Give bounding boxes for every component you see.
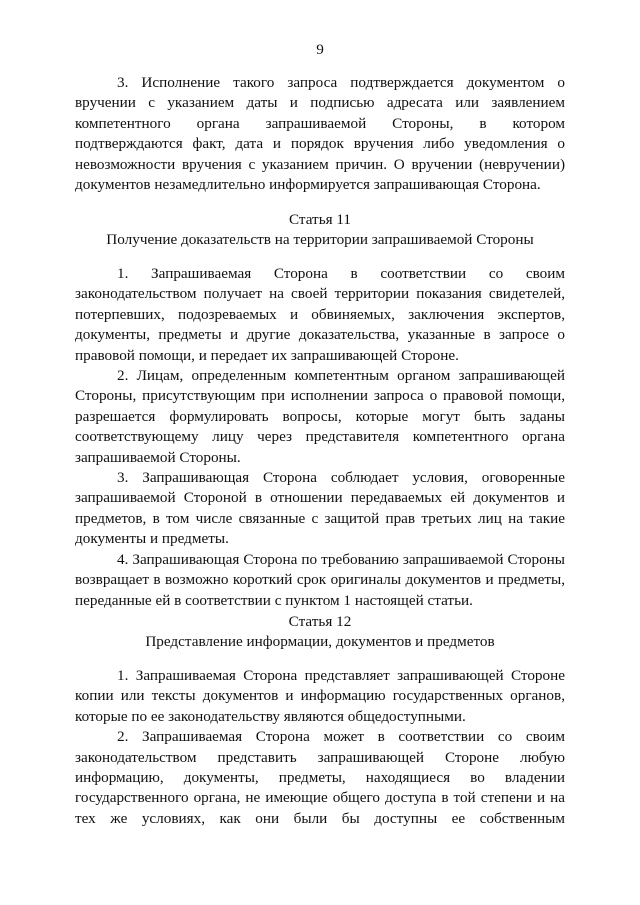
- intro-paragraph-3: 3. Исполнение такого запроса подтверждается документом о вручении с указанием даты и подписью адресата или заявлением компетентного органа запрашиваемой Стороны, в котором подтверждаются факт, дата и порядок вручения либо уведомления о невозможности вручения с указанием причин. О вручении (невручении) документов незамедлительно информируется запрашивающая Сторона.: [75, 74, 565, 194]
- article-11-title: Получение доказательств на территории запрашиваемой Стороны: [106, 231, 534, 249]
- article-12-body: [75, 666, 565, 829]
- article-11-paragraph-4: 4. Запрашивающая Сторона по требованию запрашиваемой Стороны возвращает в возможно короткий срок оригиналы документов и предметы, переданные ей в соответствии с пунктом 1 настоящей статьи.: [75, 550, 565, 609]
- article-11-body: [75, 264, 565, 611]
- page-number: 9: [316, 41, 324, 58]
- article-12-number: Статья 12: [288, 613, 352, 630]
- article-11-paragraph-3: 3. Запрашивающая Сторона соблюдает условия, оговоренные запрашиваемой Стороной в отношении передаваемых ей документов и предметов, в том числе связанные с защитой прав третьих лиц на такие документы и предметы.: [75, 469, 565, 548]
- article-12-heading: [75, 612, 565, 653]
- article-11-heading: [75, 210, 565, 251]
- article-12-paragraph-1: 1. Запрашиваемая Сторона представляет запрашивающей Стороне копии или тексты документов и информацию государственных органов, которые по ее законодательству являются общедоступными.: [75, 667, 565, 725]
- article-11-paragraph-2: 2. Лицам, определенным компетентным органом запрашивающей Стороны, присутствующим при исполнении запроса о правовой помощи, разрешается формулировать вопросы, которые могут быть заданы соответствующему лицу через представителя компетентного органа запрашиваемой Стороны.: [75, 367, 565, 466]
- intro-section: [75, 73, 565, 195]
- article-11-paragraph-1: 1. Запрашиваемая Сторона в соответствии со своим законодательством получает на своей территории показания свидетелей, потерпевших, подозреваемых и обвиняемых, заключения экспертов, документы, предметы и другие доказательства, указанные в запросе о правовой помощи, и передает их запрашивающей Стороне.: [75, 265, 565, 364]
- article-12-title: Представление информации, документов и предметов: [145, 633, 495, 651]
- article-12-paragraph-2: 2. Запрашиваемая Сторона может в соответствии со своим законодательством представить запрашивающей Стороне любую информацию, документы, предметы, находящиеся во владении государственного органа, не имеющие общего доступа в той степени и на тех же условиях, как они были бы доступны ее собственным: [75, 728, 565, 827]
- article-11-number: Статья 11: [288, 211, 352, 228]
